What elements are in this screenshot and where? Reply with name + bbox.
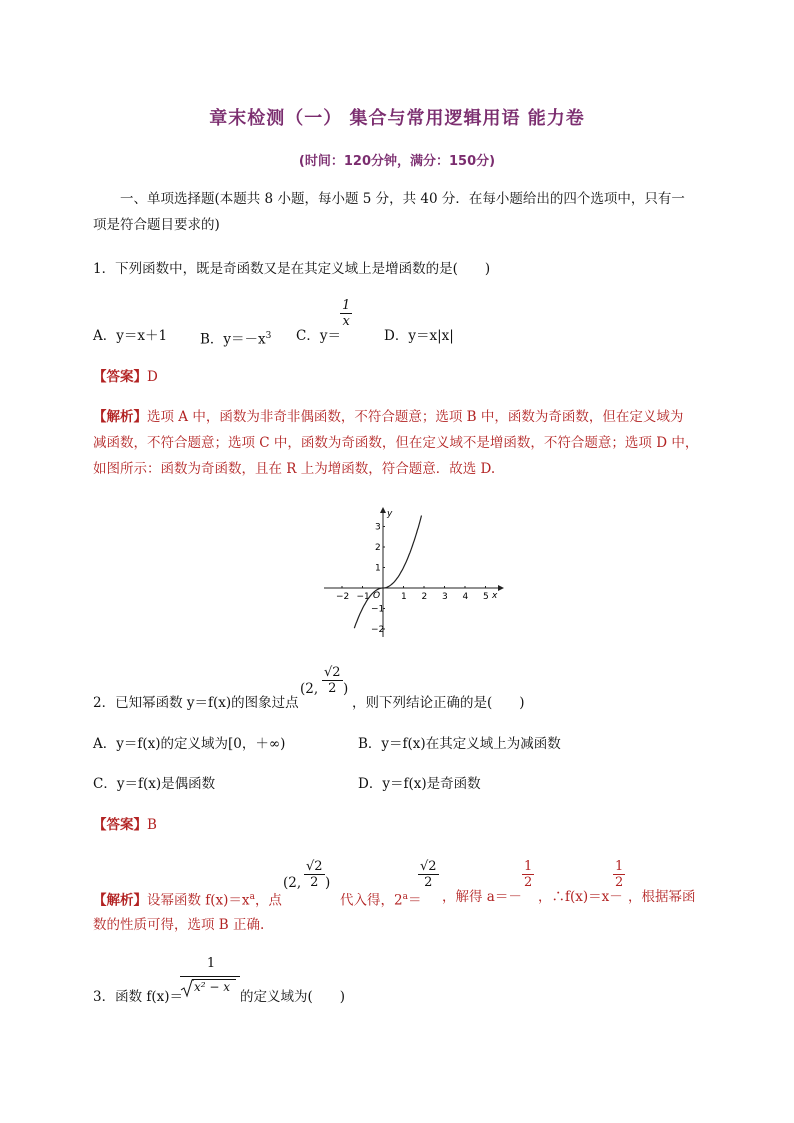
q3-fraction-numerator: 1 (206, 956, 216, 971)
q2-option-c: C．y＝f(x)是偶函数 (93, 776, 216, 792)
q1-option-c-fraction: $\frac{1}{x}$ (342, 298, 351, 329)
x-tick-label: 4 (462, 592, 469, 602)
x-tick-label: 1 (401, 592, 407, 602)
page-title: 章末检测（一） 集合与常用逻辑用语 能力卷 (209, 108, 585, 129)
q2-analysis-part3: ，解得 a＝－ (442, 889, 522, 905)
x-axis-label: x (492, 591, 498, 601)
x-tick-label: 3 (442, 592, 448, 602)
question-2-stem-suffix: ，则下列结论正确的是( ) (352, 695, 525, 711)
section-heading-line2: 项是符合题目要求的) (93, 217, 220, 233)
q2-option-a: A．y＝f(x)的定义域为[0，＋∞) (93, 736, 286, 752)
q2-analysis-root-fraction: $\frac{√2}{2}$ (420, 859, 437, 890)
y-axis-label: y (387, 509, 393, 519)
q1-option-a: A．y＝x＋1 (93, 328, 168, 344)
q2-analysis-half-fraction-2: $\frac{1}{2}$ (615, 859, 624, 890)
q2-point-open: (2, (300, 681, 319, 697)
y-tick-label: −2 (371, 625, 385, 635)
q2-option-b: B．y＝f(x)在其定义域上为减函数 (358, 736, 561, 752)
q2-analysis-half-fraction-1: $\frac{1}{2}$ (524, 859, 533, 890)
question-3-stem-suffix: 的定义域为( ) (240, 989, 346, 1005)
q2-analysis-part4: ，∴f(x)＝x－ (538, 889, 623, 905)
q2-analysis-point-close: ) (325, 875, 331, 891)
q2-analysis-point-open: (2, (283, 875, 302, 891)
q2-point-close: ) (343, 681, 349, 697)
x-tick-label: 5 (483, 592, 489, 602)
q3-fraction-denominator: x² − x (194, 980, 231, 994)
q2-option-d: D．y＝f(x)是奇函数 (358, 776, 481, 792)
q1-option-b: B．$y=-x^3$ (200, 331, 272, 348)
function-curve (354, 516, 421, 629)
x-tick-label: −1 (356, 592, 370, 602)
function-graph (320, 505, 505, 640)
q2-point-fraction: $\frac{√2}{2}$ (324, 665, 341, 696)
q1-option-d: D．y＝x|x| (384, 328, 454, 344)
x-tick-label: 2 (421, 592, 428, 602)
q1-analysis-line1: 【解析】选项 A 中，函数为非奇非偶函数，不符合题意；选项 B 中，函数为奇函数，但在定义域为 (93, 409, 684, 425)
y-tick-label: 1 (375, 563, 381, 574)
q1-analysis-line3: 如图所示：函数为奇函数，且在 R 上为增函数，符合题意．故选 D. (93, 461, 496, 477)
q2-analysis-part5: ，根据幂函 (628, 889, 696, 905)
q1-option-c: C．y＝ (296, 328, 341, 344)
q2-analysis-part1: 【解析】设幂函数 $f(x)=x^a$，点 (93, 892, 282, 909)
question-2-stem-prefix: 2．已知幂函数 y＝f(x)的图象过点 (93, 695, 299, 711)
origin-label: O (373, 591, 381, 601)
q2-analysis-line2: 数的性质可得，选项 B 正确. (93, 917, 265, 933)
y-tick-label: −1 (371, 604, 385, 615)
x-tick-label: −2 (336, 592, 350, 602)
q1-analysis-line2: 减函数，不符合题意；选项 C 中，函数为奇函数，但在定义域不是增函数，不符合题意；选项 D 中， (93, 435, 699, 451)
q1-answer: 【答案】D (93, 369, 158, 385)
y-tick-label: 3 (375, 522, 381, 533)
y-axis-arrow-icon (380, 507, 386, 513)
y-tick-label: 2 (375, 543, 381, 553)
page-subtitle: (时间：120分钟，满分：150分) (298, 154, 496, 169)
x-axis-arrow-icon (498, 585, 504, 591)
q3-fraction-bar (180, 976, 240, 977)
q2-analysis-part2: 代入得，$2^a=$ (340, 892, 422, 909)
question-3-stem-prefix: 3．函数 f(x)＝ (93, 989, 184, 1005)
section-heading-line1: 一、单项选择题(本题共 8 小题，每小题 5 分，共 40 分．在每小题给出的四个选项中，只有一 (120, 191, 685, 207)
question-1-stem: 1．下列函数中，既是奇函数又是在其定义域上是增函数的是( ) (93, 261, 491, 277)
square-root-icon (180, 978, 194, 998)
q2-analysis-point-fraction: $\frac{√2}{2}$ (306, 859, 323, 890)
q2-answer: 【答案】B (93, 817, 157, 833)
